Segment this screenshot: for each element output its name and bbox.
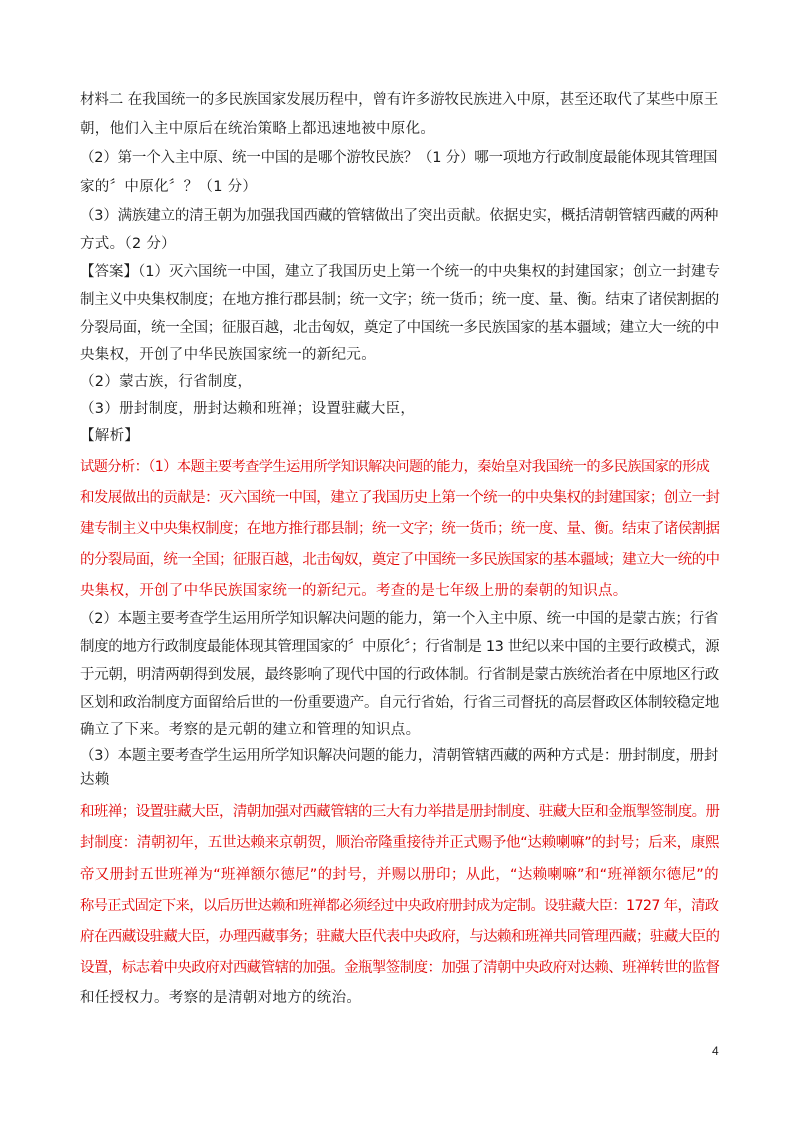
text-line: （2）第一个入主中原、统一中国的是哪个游牧民族？（1 分）哪一项地方行政制度最能体现其管理国 (80, 150, 718, 166)
analysis-line: 的分裂局面，统一全国；征服百越，北击匈奴，奠定了中国统一多民族国家的基本疆域；建立大一统的中 (80, 552, 720, 568)
analysis-line: 建专制主义中央集权制度；在地方推行郡县制；统一文字；统一货币；统一度、量、衡。结束了诸侯割据 (80, 521, 720, 537)
analysis-line: （2）本题主要考查学生运用所学知识解决问题的能力，第一个入主中原、统一中国的是蒙古族；行省 (80, 611, 719, 627)
analysis-line: 制度的地方行政制度最能体现其管理国家的〞中原化〞；行省制是 13 世纪以来中国的主要行政模式，源 (80, 639, 720, 655)
answer-line: 【答案】（1）灭六国统一中国，建立了我国历史上第一个统一的中央集权的封建国家；创立一封建专 (80, 264, 720, 280)
analysis-line: 试题分析：（1）本题主要考查学生运用所学知识解决问题的能力，秦始皇对我国统一的多民族国家的形成 (80, 459, 710, 475)
answer-line: 分裂局面，统一全国；征服百越，北击匈奴，奠定了中国统一多民族国家的基本疆域；建立大一统的中 (80, 320, 719, 336)
analysis-line: 设置，标志着中央政府对西藏管辖的加强。金瓶掣签制度：加强了清朝中央政府对达赖、班禅转世的监督 (80, 960, 720, 976)
text-line: 材料二 在我国统一的多民族国家发展历程中，曾有许多游牧民族进入中原，甚至还取代了某些中原王 (80, 92, 719, 108)
analysis-line: 府在西藏设驻藏大臣，办理西藏事务；驻藏大臣代表中央政府，与达赖和班禅共同管理西藏；驻藏大臣的 (80, 929, 720, 945)
page-number: 4 (712, 1044, 719, 1058)
analysis-heading: 【解析】 (80, 428, 140, 444)
text-line: 家的〞中原化〞？（1 分） (80, 179, 258, 195)
answer-line: 制主义中央集权制度；在地方推行郡县制；统一文字；统一货币；统一度、量、衡。结束了诸侯割据的 (80, 292, 719, 308)
analysis-line: 和班禅；设置驻藏大臣，清朝加强对西藏管辖的三大有力举措是册封制度、驻藏大臣和金瓶掣签制度。册 (80, 804, 720, 820)
text-line: 朝，他们入主中原后在统治策略上都迅速地被中原化。 (80, 121, 436, 137)
analysis-line: 确立了下来。考察的是元朝的建立和管理的知识点。 (80, 722, 421, 738)
analysis-line: 封制度：清朝初年，五世达赖来京朝贺，顺治帝隆重接待并正式赐予他“达赖喇嘛”的封号；后来，康熙 (80, 835, 720, 851)
analysis-line: 和任授权力。考察的是清朝对地方的统治。 (80, 990, 362, 1006)
analysis-line: 帝又册封五世班禅为“班禅额尔德尼”的封号，并赐以册印；从此，“达赖喇嘛”和“班禅额尔德尼”的 (80, 867, 719, 883)
analysis-line: 和发展做出的贡献是：灭六国统一中国，建立了我国历史上第一个统一的中央集权的封建国家；创立一封 (80, 490, 720, 506)
analysis-line: 称号正式固定下来，以后历世达赖和班禅都必须经过中央政府册封成为定制。设驻藏大臣：1727 年，清政 (80, 898, 719, 914)
analysis-line: （3）本题主要考查学生运用所学知识解决问题的能力，清朝管辖西藏的两种方式是：册封制度，册封 (80, 748, 719, 764)
analysis-line: 央集权，开创了中华民族国家统一的新纪元。考查的是七年级上册的秦朝的知识点。 (80, 583, 628, 599)
answer-line: 央集权，开创了中华民族国家统一的新纪元。 (80, 347, 376, 363)
analysis-line: 达赖 (80, 772, 110, 788)
answer-line: （2）蒙古族，行省制度， (80, 374, 253, 390)
text-line: （3）满族建立的清王朝为加强我国西藏的管辖做出了突出贡献。依据史实，概括清朝管辖西藏的两种 (80, 208, 719, 224)
analysis-line: 区划和政治制度方面留给后世的一份重要遗产。自元行省始，行省三司督抚的高层督政区体制较稳定地 (80, 695, 719, 711)
text-line: 方式。（2 分） (80, 236, 176, 252)
analysis-line: 于元朝，明清两朝得到发展，最终影响了现代中国的行政体制。行省制是蒙古族统治者在中原地区行政 (80, 667, 719, 683)
answer-line: （3）册封制度，册封达赖和班禅；设置驻藏大臣， (80, 401, 416, 417)
